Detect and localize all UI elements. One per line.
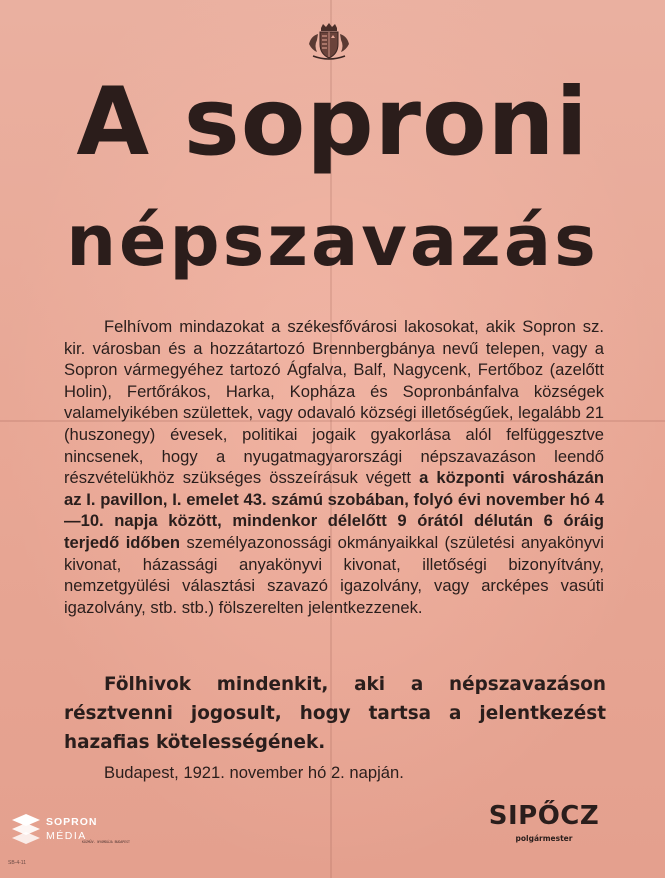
signature-name: SIPŐCZ <box>488 801 600 831</box>
announcement-location-time: a központi városházán az I. pavillon, I. emelet 43. számú szobában, folyó évi november hó 4—10. napja között, mindenkor délelőtt 9 órától délután 6 óráig terjedő időben <box>64 468 604 552</box>
dateline: Budapest, 1921. november hó 2. napján. <box>104 763 404 782</box>
signature-title: polgármester <box>515 834 573 843</box>
poster-title-line1: A soproni <box>76 68 589 177</box>
announcement-text-part3: személyazonossági okmányaikkal (születési anyakönyvi kivonat, házassági anyakönyvi kivonat, illetőségi bizonyítvány, nemzetgyülési választási szavazó igazolvány, vagy arcképes vasúti igazolvány, stb. stb.) fölszerelten jelentkezzenek. <box>64 532 604 617</box>
sopron-media-watermark <box>10 810 110 850</box>
archive-mark: SB-4-11 <box>8 860 26 866</box>
callout-appeal: Fölhivok mindenkit, aki a népszavazáson résztvenni jogosult, hogy tartsa a jelentkezést hazafias kötelességének. <box>64 674 606 753</box>
announcement-text-part1: Felhívom mindazokat a székesfővárosi lakosokat, akik Sopron sz. kir. városban és a hozzátartozó Brennbergbánya nevű telepen, vagy a Sopron vármegyéhez tartozó Ágfalva, Balf, Nagycenk, Fertőboz (azelőtt Holin), Fertőrákos, Harka, Kopháza és Sopronbánfalva községek valamelyikében születtek, vagy odavaló községi illetőségűek, legalább 21 (huszonegy) évesek, politikai jogaik gyakorlása alól felfüggesztve nincsenek, hogy a nyugatmagyarországi népszavazáson leendő részvételükhöz szükséges összeírásuk végett <box>64 317 604 488</box>
coat-of-arms-icon <box>303 22 355 62</box>
sopron-media-logo-icon <box>10 810 44 850</box>
watermark-text <box>46 815 98 843</box>
announcement-body <box>64 316 604 618</box>
watermark-line1: SOPRON <box>46 816 98 828</box>
printer-imprint: KÖZMŰV. NYOMDÁJA BUDAPEST <box>82 840 130 844</box>
watermark-line2: MÉDIA <box>46 830 87 842</box>
poster-title-line2: népszavazás <box>66 200 599 282</box>
